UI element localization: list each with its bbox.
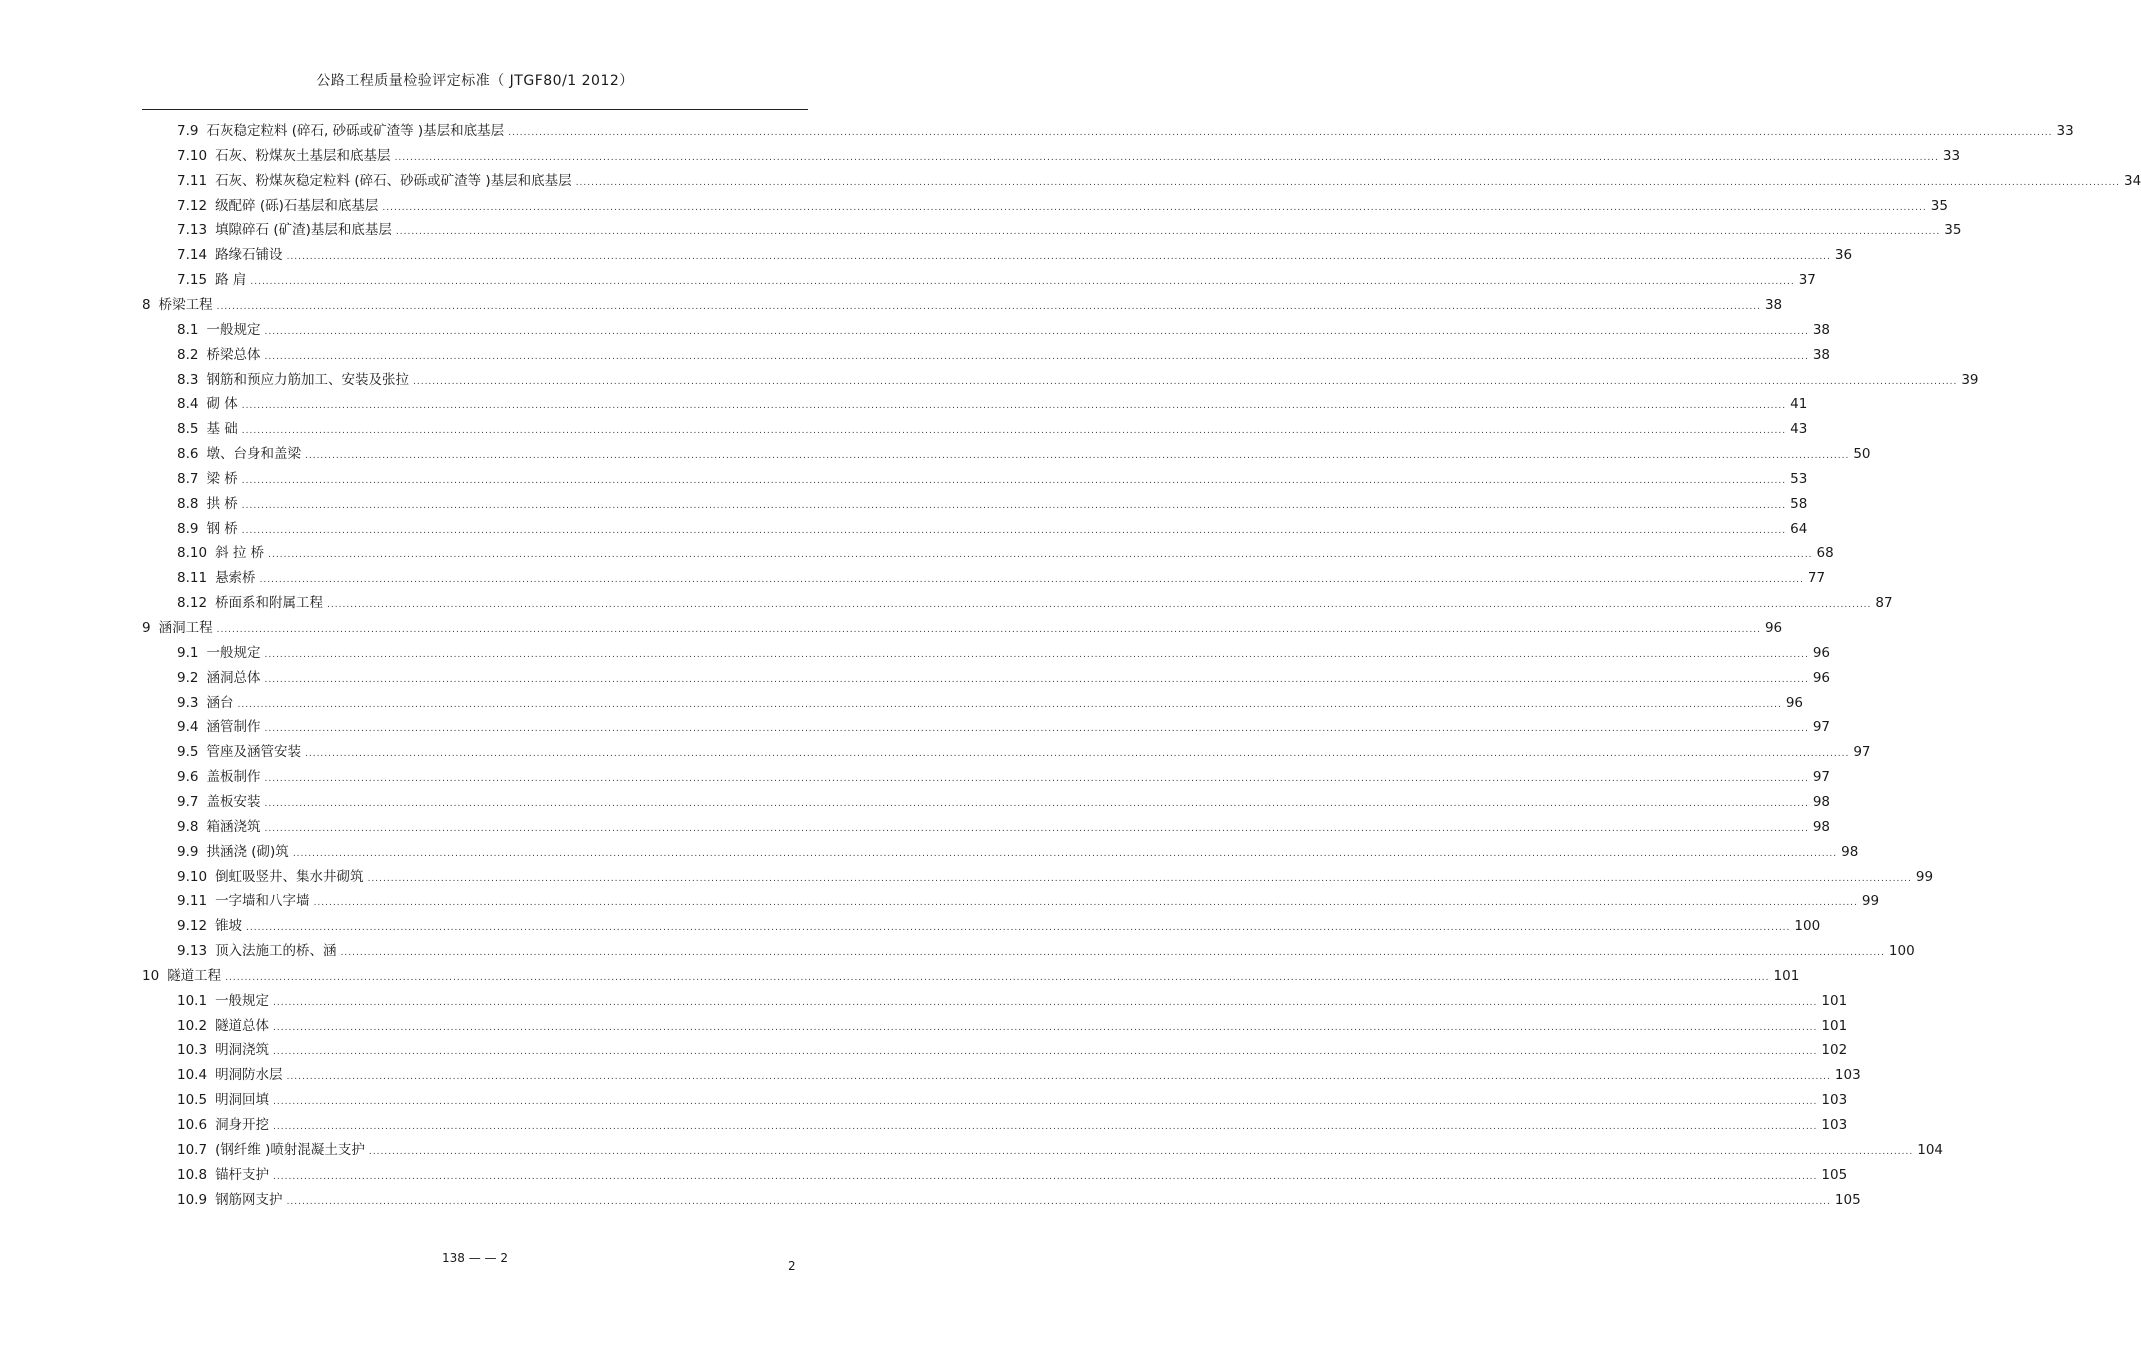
toc-leader-dots: ................................................................................................................................................................................................................................................................................................................................................................................................................ — [286, 1196, 1831, 1207]
toc-entry[interactable] — [177, 1138, 1944, 1162]
toc-entry-number: 10.2 — [177, 1017, 208, 1034]
toc-entry-number: 8.8 — [177, 495, 199, 512]
toc-entry-number: 9.13 — [177, 943, 208, 960]
toc-leader-dots: ................................................................................................................................................................................................................................................................................................................................................................................................................ — [394, 152, 1939, 163]
toc-entry-title: 桥梁工程 — [158, 296, 213, 313]
toc-entry-page: 101 — [1773, 967, 1800, 984]
toc-entry-page: 101 — [1821, 1017, 1848, 1034]
toc-entry-number: 8.3 — [177, 371, 199, 388]
toc-entry-page: 99 — [1861, 893, 1880, 910]
toc-entry-number: 8.1 — [177, 321, 199, 338]
toc-entry-title: 拱 桥 — [206, 495, 238, 512]
toc-entry-page: 87 — [1875, 595, 1893, 612]
toc-leader-dots: ................................................................................................................................................................................................................................................................................................................................................................................................................ — [575, 177, 2121, 188]
toc-entry[interactable] — [177, 591, 1893, 615]
toc-entry-title: 石灰、粉煤灰稳定粒料 (碎石、砂砾或矿渣等 )基层和底基层 — [215, 172, 572, 189]
toc-entry-title: 路 肩 — [215, 272, 247, 289]
toc-leader-dots: ................................................................................................................................................................................................................................................................................................................................................................................................................ — [304, 749, 1850, 760]
toc-leader-dots: ................................................................................................................................................................................................................................................................................................................................................................................................................ — [259, 575, 1804, 586]
toc-entry-page: 38 — [1812, 321, 1831, 338]
toc-entry-page: 96 — [1785, 694, 1804, 711]
toc-entry-title: 悬索桥 — [215, 570, 256, 587]
toc-entry-number: 9 — [142, 620, 151, 636]
toc-entry-page: 98 — [1812, 818, 1831, 835]
toc-entry-number: 7.11 — [177, 172, 208, 189]
toc-leader-dots: ................................................................................................................................................................................................................................................................................................................................................................................................................ — [273, 1171, 1818, 1182]
toc-entry-title: 锚杆支护 — [215, 1166, 270, 1183]
toc-entry-number: 9.6 — [177, 769, 199, 786]
toc-leader-dots: ................................................................................................................................................................................................................................................................................................................................................................................................................ — [216, 625, 1761, 635]
toc-leader-dots: ................................................................................................................................................................................................................................................................................................................................................................................................................ — [264, 351, 1809, 362]
toc-entry-page: 50 — [1853, 446, 1871, 463]
toc-leader-dots: ................................................................................................................................................................................................................................................................................................................................................................................................................ — [241, 475, 1787, 486]
toc-entry-number: 7.10 — [177, 147, 208, 164]
toc-entry[interactable] — [177, 194, 1948, 218]
toc-entry[interactable] — [177, 889, 1880, 913]
toc-entry-title: 桥面系和附属工程 — [215, 595, 324, 612]
toc-entry[interactable] — [177, 691, 1804, 715]
toc-entry-title: 明洞防水层 — [215, 1067, 283, 1084]
toc-leader-dots: ................................................................................................................................................................................................................................................................................................................................................................................................................ — [264, 823, 1809, 834]
toc-entry-page: 102 — [1821, 1042, 1848, 1059]
header-divider — [142, 109, 808, 110]
toc-entry[interactable] — [177, 765, 1831, 789]
toc-entry-number: 8.7 — [177, 470, 199, 487]
toc-entry-title: 顶入法施工的桥、涵 — [215, 943, 337, 960]
toc-leader-dots: ................................................................................................................................................................................................................................................................................................................................................................................................................ — [268, 550, 1813, 561]
toc-entry-number: 7.9 — [177, 123, 199, 139]
toc-entry-page: 103 — [1834, 1067, 1861, 1084]
toc-entry-number: 7.12 — [177, 197, 208, 214]
toc-leader-dots: ................................................................................................................................................................................................................................................................................................................................................................................................................ — [286, 1072, 1831, 1083]
toc-leader-dots: ................................................................................................................................................................................................................................................................................................................................................................................................................ — [273, 1022, 1818, 1033]
toc-entry-number: 9.9 — [177, 843, 199, 860]
toc-entry-number: 7.14 — [177, 247, 208, 264]
toc-entry-number: 9.11 — [177, 893, 208, 910]
toc-leader-dots: ................................................................................................................................................................................................................................................................................................................................................................................................................ — [241, 426, 1787, 437]
toc-entry-number: 10 — [142, 967, 160, 984]
toc-entry-page: 97 — [1812, 719, 1831, 736]
toc-entry-page: 96 — [1812, 644, 1831, 661]
toc-entry-page: 53 — [1790, 470, 1808, 487]
toc-entry[interactable] — [177, 1014, 1848, 1038]
toc-entry-page: 35 — [1944, 222, 1962, 239]
toc-leader-dots: ................................................................................................................................................................................................................................................................................................................................................................................................................ — [367, 873, 1912, 884]
toc-entry[interactable] — [177, 1088, 1848, 1112]
toc-leader-dots: ................................................................................................................................................................................................................................................................................................................................................................................................................ — [237, 699, 1782, 710]
toc-entry[interactable] — [177, 939, 1915, 963]
toc-leader-dots: ................................................................................................................................................................................................................................................................................................................................................................................................................ — [273, 1047, 1818, 1058]
toc-entry-page: 97 — [1812, 769, 1831, 786]
toc-entry-title: 盖板制作 — [206, 769, 261, 786]
toc-entry-title: 一字墙和八字墙 — [215, 893, 310, 910]
toc-entry-title: 涵台 — [206, 694, 234, 711]
toc-entry-number: 8.6 — [177, 446, 199, 463]
toc-entry[interactable] — [142, 293, 1783, 317]
toc-entry-number: 10.5 — [177, 1092, 208, 1109]
toc-leader-dots: ................................................................................................................................................................................................................................................................................................................................................................................................................ — [395, 227, 1941, 238]
toc-entry-number: 9.1 — [177, 644, 199, 661]
toc-entry-title: 一般规定 — [206, 321, 261, 338]
toc-entry-number: 10.6 — [177, 1117, 208, 1133]
toc-entry-title: 明洞回填 — [215, 1092, 270, 1109]
toc-entry-title: 箱涵浇筑 — [206, 818, 261, 835]
toc-entry[interactable] — [177, 467, 1808, 491]
toc-entry-number: 9.4 — [177, 719, 199, 736]
toc-leader-dots: ................................................................................................................................................................................................................................................................................................................................................................................................................ — [250, 277, 1795, 288]
toc-entry-page: 39 — [1961, 371, 1979, 388]
toc-entry-title: 钢筋网支护 — [215, 1191, 283, 1208]
toc-entry[interactable] — [177, 641, 1831, 665]
toc-entry-title: 盖板安装 — [206, 793, 261, 810]
toc-leader-dots: ................................................................................................................................................................................................................................................................................................................................................................................................................ — [216, 301, 1761, 312]
toc-leader-dots: ................................................................................................................................................................................................................................................................................................................................................................................................................ — [286, 252, 1831, 263]
toc-entry-title: 洞身开挖 — [215, 1117, 270, 1133]
toc-entry-title: 路缘石铺设 — [215, 247, 283, 264]
toc-entry-page: 98 — [1841, 843, 1859, 860]
toc-leader-dots: ................................................................................................................................................................................................................................................................................................................................................................................................................ — [225, 972, 1770, 983]
toc-leader-dots: ................................................................................................................................................................................................................................................................................................................................................................................................................ — [313, 898, 1858, 909]
toc-leader-dots: ................................................................................................................................................................................................................................................................................................................................................................................................................ — [264, 798, 1809, 809]
toc-entry-title: 明洞浇筑 — [215, 1042, 270, 1059]
footer-page-ref: 138 — — 2 — [442, 1251, 508, 1265]
toc-entry[interactable] — [177, 1113, 1848, 1137]
toc-entry[interactable] — [142, 964, 1800, 988]
toc-leader-dots: ................................................................................................................................................................................................................................................................................................................................................................................................................ — [264, 774, 1809, 785]
toc-entry-title: 基 础 — [206, 421, 238, 438]
toc-entry[interactable] — [177, 1188, 1861, 1212]
toc-leader-dots: ................................................................................................................................................................................................................................................................................................................................................................................................................ — [368, 1146, 1914, 1157]
toc-entry-title: 钢 桥 — [206, 520, 238, 537]
toc-entry[interactable] — [177, 666, 1831, 690]
toc-entry[interactable] — [177, 417, 1808, 441]
toc-entry-title: (钢纤维 )喷射混凝土支护 — [215, 1141, 365, 1158]
toc-entry-title: 倒虹吸竖井、集水井砌筑 — [215, 868, 364, 885]
toc-entry[interactable] — [177, 343, 1831, 367]
toc-leader-dots: ................................................................................................................................................................................................................................................................................................................................................................................................................ — [241, 401, 1787, 412]
toc-entry-page: 98 — [1812, 793, 1831, 810]
toc-entry[interactable] — [177, 790, 1831, 814]
toc-entry-title: 锥坡 — [215, 918, 243, 935]
toc-entry-number: 10.7 — [177, 1141, 208, 1158]
toc-entry[interactable] — [177, 169, 2141, 193]
toc-entry[interactable] — [177, 1038, 1848, 1062]
toc-leader-dots: ................................................................................................................................................................................................................................................................................................................................................................................................................ — [264, 724, 1809, 735]
toc-entry-title: 墩、台身和盖梁 — [206, 446, 301, 463]
toc-entry-page: 58 — [1790, 495, 1808, 512]
toc-entry-page: 64 — [1790, 520, 1808, 537]
toc-entry[interactable] — [177, 715, 1831, 739]
toc-entry-page: 96 — [1812, 669, 1831, 686]
toc-entry[interactable] — [177, 218, 1962, 242]
toc-entry-page: 96 — [1764, 620, 1783, 636]
toc-leader-dots: ................................................................................................................................................................................................................................................................................................................................................................................................................ — [264, 674, 1809, 685]
toc-entry-number: 9.2 — [177, 669, 199, 686]
toc-entry[interactable] — [177, 1063, 1861, 1087]
toc-entry-number: 8.10 — [177, 545, 208, 562]
toc-entry-page: 36 — [1834, 247, 1853, 264]
toc-entry-page: 43 — [1790, 421, 1808, 438]
toc-entry[interactable] — [177, 318, 1831, 342]
toc-entry-title: 管座及涵管安装 — [206, 744, 301, 761]
toc-entry[interactable] — [177, 840, 1859, 864]
toc-entry-title: 涵管制作 — [206, 719, 261, 736]
toc-entry-number: 10.9 — [177, 1191, 208, 1208]
toc-entry-title: 拱涵浇 (砌)筑 — [206, 843, 289, 860]
toc-entry-title: 一般规定 — [215, 992, 270, 1009]
toc-entry[interactable] — [177, 914, 1821, 938]
toc-entry-number: 8 — [142, 296, 151, 313]
toc-entry-number: 10.4 — [177, 1067, 208, 1084]
toc-entry-title: 石灰、粉煤灰土基层和底基层 — [215, 147, 391, 164]
toc-entry-title: 桥梁总体 — [206, 346, 261, 363]
toc-entry-number: 9.10 — [177, 868, 208, 885]
toc-entry-title: 一般规定 — [206, 644, 261, 661]
toc-entry[interactable] — [177, 144, 1961, 168]
toc-entry[interactable] — [142, 616, 1783, 640]
toc-entry-page: 105 — [1821, 1166, 1848, 1183]
toc-entry-number: 9.7 — [177, 793, 199, 810]
toc-leader-dots: ................................................................................................................................................................................................................................................................................................................................................................................................................ — [241, 500, 1787, 511]
toc-entry-number: 8.11 — [177, 570, 208, 587]
toc-entry-title: 级配碎 (砾)石基层和底基层 — [215, 197, 379, 214]
toc-entry-page: 104 — [1917, 1141, 1944, 1158]
toc-entry-page: 97 — [1853, 744, 1871, 761]
toc-entry-title: 砌 体 — [206, 396, 238, 413]
toc-entry-page: 37 — [1798, 272, 1816, 289]
toc-entry-number: 8.4 — [177, 396, 199, 413]
toc-entry[interactable] — [177, 1163, 1848, 1187]
toc-entry-page: 105 — [1834, 1191, 1861, 1208]
toc-entry-number: 8.2 — [177, 346, 199, 363]
toc-leader-dots: ................................................................................................................................................................................................................................................................................................................................................................................................................ — [340, 948, 1885, 959]
toc-entry-page: 41 — [1790, 396, 1808, 413]
toc-entry-number: 10.1 — [177, 992, 208, 1009]
toc-entry-number: 8.12 — [177, 595, 208, 612]
toc-entry-page: 100 — [1794, 918, 1821, 935]
toc-leader-dots: ................................................................................................................................................................................................................................................................................................................................................................................................................ — [273, 1097, 1818, 1108]
toc-leader-dots: ................................................................................................................................................................................................................................................................................................................................................................................................................ — [412, 376, 1958, 387]
toc-leader-dots: ................................................................................................................................................................................................................................................................................................................................................................................................................ — [327, 600, 1872, 611]
toc-entry-page: 33 — [1942, 147, 1961, 164]
toc-entry[interactable] — [177, 566, 1826, 590]
toc-entry[interactable] — [177, 268, 1816, 292]
toc-entry-page: 103 — [1821, 1092, 1848, 1109]
toc-leader-dots: ................................................................................................................................................................................................................................................................................................................................................................................................................ — [241, 525, 1787, 536]
toc-entry[interactable] — [177, 442, 1871, 466]
toc-entry[interactable] — [177, 492, 1808, 516]
toc-entry-page: 77 — [1807, 570, 1826, 587]
toc-entry-number: 10.8 — [177, 1166, 208, 1183]
toc-entry-page: 103 — [1821, 1117, 1848, 1133]
toc-entry[interactable] — [177, 392, 1808, 416]
toc-entry-title: 涵洞工程 — [158, 620, 213, 636]
footer-page-number: 2 — [788, 1259, 796, 1273]
toc-entry[interactable] — [177, 815, 1831, 839]
document-header-title: 公路工程质量检验评定标准（ JTGF80/1 2012） — [316, 73, 634, 89]
toc-leader-dots: ................................................................................................................................................................................................................................................................................................................................................................................................................ — [246, 923, 1791, 934]
toc-entry[interactable] — [177, 517, 1808, 541]
toc-entry-title: 涵洞总体 — [206, 669, 261, 686]
toc-entry-title: 钢筋和预应力筋加工、安装及张拉 — [206, 371, 409, 388]
toc-entry[interactable] — [177, 740, 1871, 764]
toc-leader-dots: ................................................................................................................................................................................................................................................................................................................................................................................................................ — [264, 326, 1809, 337]
toc-entry[interactable] — [177, 989, 1848, 1013]
toc-entry[interactable] — [177, 368, 1979, 392]
toc-entry[interactable] — [177, 865, 1934, 889]
toc-entry-number: 7.15 — [177, 272, 208, 289]
toc-entry[interactable] — [177, 243, 1853, 267]
toc-entry-page: 38 — [1812, 346, 1831, 363]
toc-entry-number: 7.13 — [177, 222, 208, 239]
toc-entry-page: 68 — [1816, 545, 1834, 562]
toc-entry[interactable] — [177, 541, 1834, 565]
toc-entry-title: 隧道工程 — [167, 967, 222, 984]
toc-entry-page: 101 — [1821, 992, 1848, 1009]
toc-entry-title: 隧道总体 — [215, 1017, 270, 1034]
toc-entry-number: 9.12 — [177, 918, 208, 935]
toc-entry-title: 梁 桥 — [206, 470, 238, 487]
toc-entry-number: 10.3 — [177, 1042, 208, 1059]
toc-entry-page: 35 — [1930, 197, 1948, 214]
toc-entry-title: 斜 拉 桥 — [215, 545, 265, 562]
toc-entry-page: 34 — [2124, 172, 2141, 189]
toc-leader-dots: ................................................................................................................................................................................................................................................................................................................................................................................................................ — [382, 202, 1927, 213]
toc-entry-page: 38 — [1764, 296, 1783, 313]
toc-entry-title: 石灰稳定粒料 (碎石, 砂砾或矿渣等 )基层和底基层 — [206, 123, 505, 139]
toc-leader-dots: ................................................................................................................................................................................................................................................................................................................................................................................................................ — [264, 649, 1809, 660]
toc-entry-number: 9.8 — [177, 818, 199, 835]
toc-entry[interactable] — [177, 119, 2074, 143]
toc-leader-dots: ................................................................................................................................................................................................................................................................................................................................................................................................................ — [304, 451, 1850, 462]
toc-leader-dots: ................................................................................................................................................................................................................................................................................................................................................................................................................ — [292, 848, 1838, 859]
toc-entry-page: 100 — [1888, 943, 1915, 960]
toc-entry-title: 填隙碎石 (矿渣)基层和底基层 — [215, 222, 392, 239]
toc-entry-number: 9.3 — [177, 694, 199, 711]
toc-entry-number: 9.5 — [177, 744, 199, 761]
toc-entry-number: 8.9 — [177, 520, 199, 537]
toc-entry-page: 99 — [1915, 868, 1934, 885]
toc-entry-page: 33 — [2056, 123, 2074, 139]
toc-leader-dots: ................................................................................................................................................................................................................................................................................................................................................................................................................ — [273, 1122, 1818, 1132]
toc-entry-number: 8.5 — [177, 421, 199, 438]
toc-leader-dots: ................................................................................................................................................................................................................................................................................................................................................................................................................ — [273, 997, 1818, 1008]
toc-leader-dots: ................................................................................................................................................................................................................................................................................................................................................................................................................ — [508, 128, 2053, 138]
